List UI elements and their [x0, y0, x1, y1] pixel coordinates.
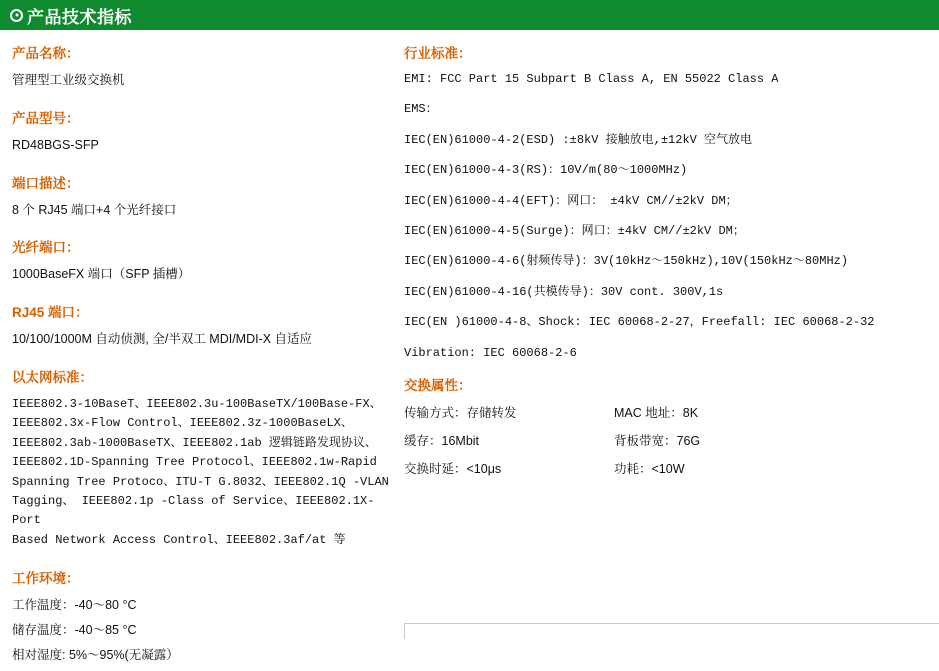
section-title: 光纤端口： — [12, 240, 80, 256]
attr-cell-left: 传输方式：存储转发 — [404, 405, 517, 420]
spec-port-description — [12, 172, 396, 220]
left-column — [0, 42, 396, 671]
section-value: 管理型工业级交换机 — [12, 73, 125, 87]
spec-product-name — [12, 42, 396, 90]
ethernet-line: IEEE802.1D-Spanning Tree Protocol、IEEE802.1w-Rapid — [12, 455, 377, 470]
spec-ethernet-standards — [12, 366, 396, 551]
ethernet-line: Tagging、 IEEE802.1p -Class of Service、IEEE802.1X-Port — [12, 493, 375, 528]
industry-line: EMS： — [404, 102, 438, 117]
bottom-panel-edge — [404, 623, 939, 639]
industry-line: Vibration: IEC 60068-2-6 — [404, 345, 577, 360]
industry-line: IEC(EN )61000-4-8、Shock: IEC 60068-2-27，Freefall: IEC 60068-2-32 — [404, 315, 875, 330]
attr-cell-right: 功耗：<10W — [614, 461, 685, 476]
ethernet-line: Based Network Access Control、IEEE802.3af/at 等 — [12, 532, 346, 547]
environment-item: 储存温度：-40～85 °C — [12, 623, 137, 637]
page-title: 产品技术指标 — [27, 7, 132, 27]
attr-cell-right: 背板带宽：76G — [614, 433, 701, 448]
section-title: 以太网标准： — [12, 369, 93, 385]
circle-bullet-icon — [10, 9, 23, 22]
section-title: 行业标准： — [404, 46, 472, 61]
section-title: 交换属性： — [404, 377, 472, 393]
section-title: 工作环境： — [12, 571, 80, 587]
section-title: 产品名称： — [12, 46, 80, 61]
section-value: 8 个 RJ45 端口+4 个光纤接口 — [12, 202, 177, 217]
environment-item: 相对湿度: 5%～95%(无凝露） — [12, 647, 179, 662]
section-title: 端口描述： — [12, 175, 80, 191]
spec-content — [0, 30, 939, 671]
attr-cell-left: 交换时延：<10μs — [404, 461, 502, 476]
industry-line: IEC(EN)61000-4-5(Surge)：网口：±4kV CM//±2kV DM； — [404, 223, 745, 238]
industry-line: IEC(EN)61000-4-16(共模传导)：30V cont. 300V,1s — [404, 284, 724, 299]
right-column — [396, 42, 939, 671]
switch-attribute-grid — [404, 403, 939, 477]
spec-rj45-port — [12, 301, 396, 349]
section-value: 10/100/1000M 自动侦测, 全/半双工 MDI/MDI-X 自适应 — [12, 332, 313, 346]
section-title: 产品型号： — [12, 110, 80, 126]
industry-line: IEC(EN)61000-4-2(ESD) :±8kV 接触放电,±12kV 空气放电 — [404, 132, 753, 147]
attr-cell-left: 缓存：16Mbit — [404, 433, 480, 448]
section-value: RD48BGS-SFP — [12, 137, 99, 152]
ethernet-line: IEEE802.3ab-1000BaseTX、IEEE802.1ab 逻辑链路发现协议、 — [12, 435, 377, 450]
spec-switch-attributes — [404, 374, 939, 477]
spec-fiber-port — [12, 236, 396, 284]
section-title: RJ45 端口： — [12, 305, 89, 320]
spec-product-model — [12, 107, 396, 155]
ethernet-line: IEEE802.3-10BaseT、IEEE802.3u-100BaseTX/100Base-FX、 — [12, 396, 382, 411]
ethernet-line: Spanning Tree Protoco、ITU-T G.8032、IEEE802.1Q -VLAN — [12, 474, 389, 489]
environment-item: 工作温度：-40～80 °C — [12, 598, 137, 613]
spec-industry-standards — [404, 42, 939, 362]
attr-cell-right: MAC 地址：8K — [614, 405, 699, 420]
page-header — [0, 0, 939, 30]
ethernet-line: IEEE802.3x-Flow Control、IEEE802.3z-1000BaseLX、 — [12, 416, 353, 431]
spec-working-environment — [12, 567, 396, 664]
industry-line: IEC(EN)61000-4-6(射频传导)：3V(10kHz～150kHz),10V(150kHz～80MHz) — [404, 254, 849, 269]
section-value: 1000BaseFX 端口（SFP 插槽） — [12, 267, 191, 282]
industry-line: IEC(EN)61000-4-4(EFT)：网口： ±4kV CM//±2kV DM； — [404, 193, 738, 208]
industry-line: EMI: FCC Part 15 Subpart B Class A, EN 55022 Class A — [404, 72, 779, 86]
industry-line: IEC(EN)61000-4-3(RS)：10V/m(80～1000MHz) — [404, 163, 688, 178]
